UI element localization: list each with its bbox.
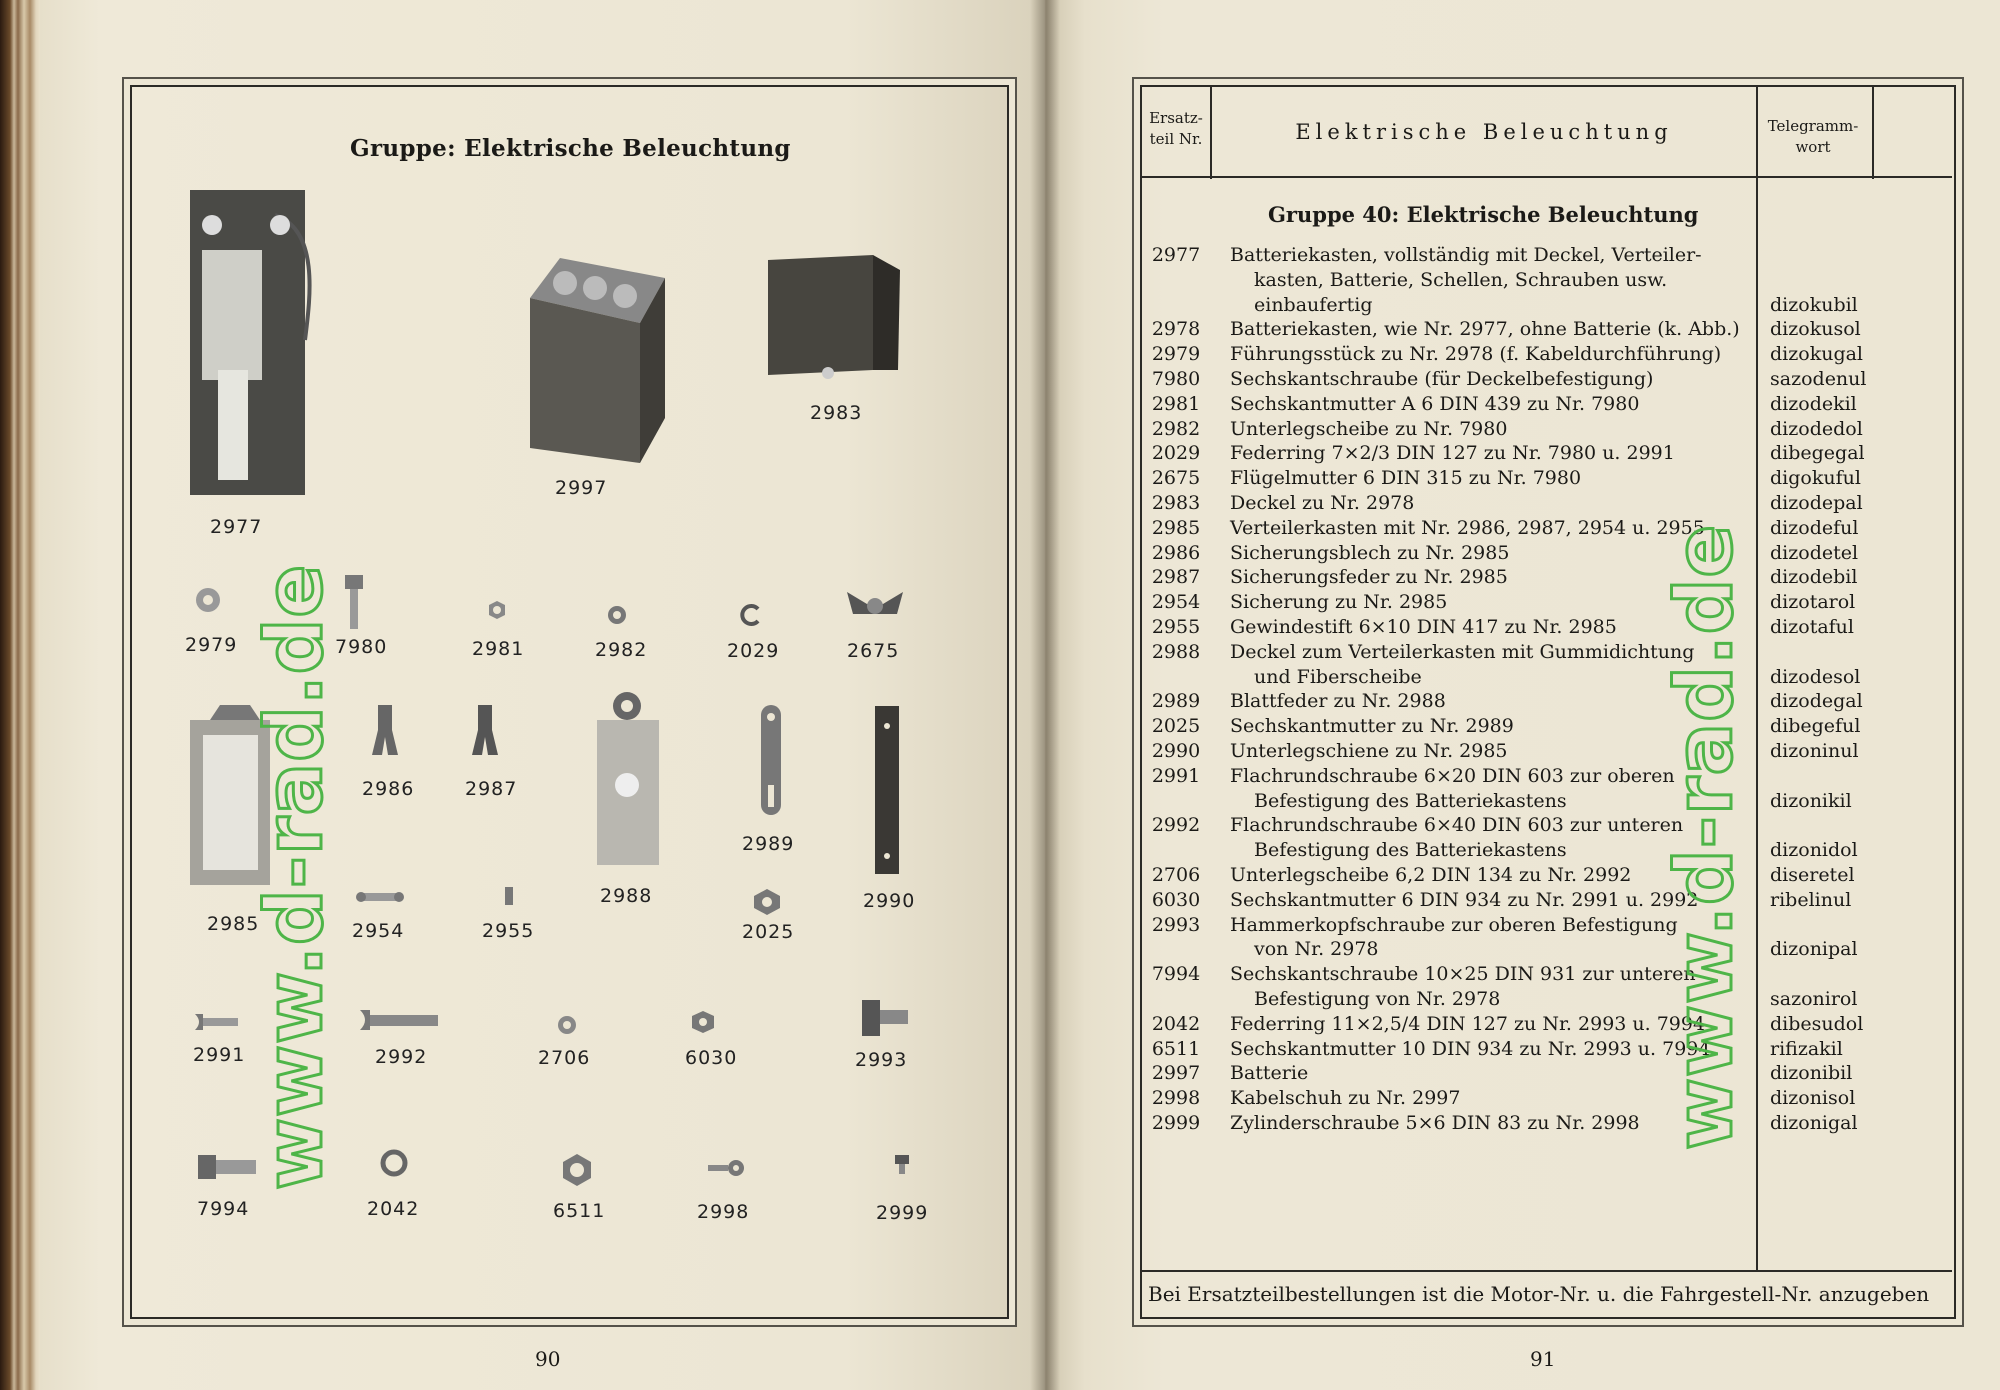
part-2999-image (893, 1155, 913, 1177)
telegram-word: dizonikil (1770, 789, 1852, 812)
part-number: 2986 (1151, 541, 1201, 564)
part-label: 2991 (193, 1044, 246, 1066)
part-6511-image (560, 1153, 594, 1187)
part-number: 2987 (1151, 566, 1201, 589)
part-description: Flachrundschraube 6×20 DIN 603 zur oberen (1230, 764, 1675, 787)
part-description: Kabelschuh zu Nr. 2997 (1230, 1087, 1461, 1110)
part-description: Sechskantmutter A 6 DIN 439 zu Nr. 7980 (1230, 392, 1640, 415)
part-number: 2029 (1151, 442, 1201, 465)
part-number: 7980 (1151, 368, 1201, 390)
part-2675-image (845, 588, 905, 622)
watermark-right: www.d-rad.de (1660, 523, 1750, 1150)
part-2991-image (195, 1012, 240, 1032)
page-number-right: 91 (1530, 1347, 1556, 1371)
part-label: 2988 (600, 885, 653, 907)
part-label: 7980 (335, 636, 388, 658)
part-7994-image (198, 1153, 258, 1181)
book-spine-edge (0, 0, 40, 1390)
part-2997-image (520, 258, 670, 468)
part-2025-image (752, 888, 782, 916)
part-description: Sechskantmutter 10 DIN 934 zu Nr. 2993 u. 7994 (1230, 1037, 1711, 1060)
part-2992-image (360, 1008, 440, 1034)
part-label: 2989 (742, 833, 795, 855)
part-2982-image (606, 604, 628, 626)
part-7980-image (340, 575, 370, 635)
part-label: 2979 (185, 634, 238, 656)
telegram-word: sazonirol (1770, 988, 1858, 1010)
part-number: 2042 (1151, 1012, 1201, 1035)
part-label: 2993 (855, 1049, 908, 1071)
part-description: Gewindestift 6×10 DIN 417 zu Nr. 2985 (1230, 616, 1617, 638)
telegram-word: dibesudol (1770, 1012, 1864, 1035)
telegram-word: dizotarol (1770, 591, 1856, 614)
part-label: 2029 (727, 640, 780, 662)
part-description: Hammerkopfschraube zur oberen Befestigung (1230, 913, 1678, 936)
part-label: 2997 (555, 477, 608, 499)
telegram-word: dizoninul (1770, 740, 1859, 762)
part-number: 2955 (1151, 616, 1201, 638)
column-divider (1872, 87, 1874, 179)
part-description: Flachrundschraube 6×40 DIN 603 zur unteren (1230, 814, 1684, 837)
part-description: Zylinderschraube 5×6 DIN 83 zu Nr. 2998 (1230, 1112, 1640, 1134)
part-2983-image (768, 255, 903, 385)
part-number: 2675 (1151, 467, 1201, 490)
part-number: 2991 (1151, 764, 1201, 787)
part-description: einbaufertig (1254, 293, 1373, 316)
part-label: 2982 (595, 639, 648, 661)
part-description: Unterlegscheibe zu Nr. 7980 (1230, 417, 1508, 440)
part-number: 2988 (1151, 640, 1201, 663)
part-2993-image (862, 1000, 912, 1038)
header-telegram-word-text: Telegramm- wort (1767, 117, 1859, 156)
part-description: Sechskantschraube 10×25 DIN 931 zur unteren (1230, 963, 1696, 986)
telegram-word: dizonibil (1770, 1062, 1853, 1085)
part-number: 2983 (1151, 492, 1201, 514)
telegram-word: dizokugal (1770, 343, 1864, 366)
telegram-word: dizonisol (1770, 1087, 1856, 1110)
part-description: Unterlegschiene zu Nr. 2985 (1230, 740, 1508, 762)
part-number: 2982 (1151, 417, 1201, 440)
part-2987-image (470, 705, 500, 760)
part-number: 2993 (1151, 913, 1201, 936)
telegram-word: diseretel (1770, 864, 1855, 886)
part-label: 2954 (352, 920, 405, 942)
part-description: Befestigung des Batteriekastens (1254, 839, 1567, 862)
part-description: Federring 11×2,5/4 DIN 127 zu Nr. 2993 u. 7994 (1230, 1012, 1706, 1035)
part-label: 2986 (362, 778, 415, 800)
telegram-word: dizokusol (1770, 318, 1861, 341)
part-number: 2954 (1151, 591, 1201, 614)
telegram-word: digokuful (1770, 467, 1861, 490)
part-description: Deckel zu Nr. 2978 (1230, 492, 1415, 514)
part-description: Batterie (1230, 1062, 1309, 1085)
part-description: Befestigung des Batteriekastens (1254, 789, 1567, 812)
telegram-word: dizokubil (1770, 293, 1858, 316)
part-number: 2978 (1151, 318, 1201, 341)
part-number: 2985 (1151, 516, 1201, 539)
telegram-word: dizonipal (1770, 938, 1858, 961)
part-description: Sechskantmutter 6 DIN 934 zu Nr. 2991 u. 2992 (1230, 888, 1699, 911)
part-label: 6030 (685, 1047, 738, 1069)
telegram-word: dizodegal (1770, 690, 1863, 713)
part-description: Sicherung zu Nr. 2985 (1230, 591, 1448, 614)
part-description: Batteriekasten, vollständig mit Deckel, Verteiler- (1230, 244, 1702, 266)
telegram-word: dibegegal (1770, 442, 1865, 465)
book-gutter (1030, 0, 1060, 1390)
order-notice (1142, 1270, 1952, 1316)
part-description: Deckel zum Verteilerkasten mit Gummidichtung (1230, 640, 1695, 663)
header-description: Elektrische Beleuchtung (1295, 120, 1673, 144)
part-2986-image (370, 705, 400, 760)
part-label: 2983 (810, 402, 863, 424)
part-label: 2981 (472, 638, 525, 660)
telegram-word: sazodenul (1770, 368, 1867, 390)
part-description: Flügelmutter 6 DIN 315 zu Nr. 7980 (1230, 467, 1582, 490)
telegram-word: ribelinul (1770, 888, 1852, 911)
part-label: 2042 (367, 1198, 420, 1220)
part-number: 2997 (1151, 1062, 1201, 1085)
part-label: 2977 (210, 516, 263, 538)
part-label: 7994 (197, 1198, 250, 1220)
part-description: Führungsstück zu Nr. 2978 (f. Kabeldurchführung) (1230, 343, 1722, 366)
part-description: Sicherungsblech zu Nr. 2985 (1230, 541, 1510, 564)
part-label: 2998 (697, 1201, 750, 1223)
telegram-word: dizodesol (1770, 665, 1861, 688)
header-part-number-text: Ersatz- teil Nr. (1149, 109, 1203, 148)
telegram-word: dizodetel (1770, 541, 1859, 564)
header-part-number (1142, 108, 1210, 150)
part-label: 2706 (538, 1047, 591, 1069)
part-description: und Fiberscheibe (1254, 665, 1422, 688)
part-number: 2025 (1151, 715, 1201, 738)
telegram-word: dizodedol (1770, 417, 1863, 440)
part-description: Befestigung von Nr. 2978 (1254, 988, 1501, 1010)
part-2977-image (190, 190, 340, 500)
part-label: 2992 (375, 1046, 428, 1068)
telegram-word: dizodebil (1770, 566, 1858, 589)
telegram-word: dizonidol (1770, 839, 1858, 862)
part-2954-image (355, 890, 405, 904)
part-number: 2977 (1151, 244, 1201, 266)
part-2988-image (595, 690, 670, 870)
part-description: Batteriekasten, wie Nr. 2977, ohne Batterie (k. Abb.) (1230, 318, 1740, 341)
part-2981-image (487, 600, 507, 620)
part-label: 2999 (876, 1202, 929, 1224)
left-page-title: Gruppe: Elektrische Beleuchtung (350, 135, 791, 162)
part-2955-image (502, 887, 516, 907)
part-2706-image (556, 1014, 578, 1036)
part-number: 2706 (1151, 864, 1201, 886)
part-description: kasten, Batterie, Schellen, Schrauben usw. (1254, 268, 1668, 291)
part-label: 2990 (863, 890, 916, 912)
part-number: 2998 (1151, 1087, 1201, 1110)
part-label: 2985 (207, 913, 260, 935)
part-2029-image (740, 603, 764, 627)
page-number-left: 90 (535, 1347, 561, 1371)
part-2990-image (873, 706, 903, 876)
part-label: 6511 (553, 1200, 606, 1222)
part-6030-image (690, 1010, 716, 1034)
telegram-word: dibegeful (1770, 715, 1861, 738)
part-label: 2025 (742, 921, 795, 943)
section-title: Gruppe 40: Elektrische Beleuchtung (1268, 202, 1699, 227)
header-telegram-word (1758, 116, 1868, 158)
part-number: 2979 (1151, 343, 1201, 366)
part-description: Sechskantschraube (für Deckelbefestigung) (1230, 368, 1654, 390)
part-description: Federring 7×2/3 DIN 127 zu Nr. 7980 u. 2991 (1230, 442, 1675, 465)
part-number: 6030 (1151, 888, 1201, 911)
telegram-word: dizodeful (1770, 516, 1859, 539)
part-label: 2955 (482, 920, 535, 942)
telegram-word: dizodekil (1770, 392, 1857, 415)
watermark-left: www.d-rad.de (250, 563, 340, 1190)
part-description: von Nr. 2978 (1254, 938, 1379, 961)
part-number: 2981 (1151, 392, 1201, 415)
part-description: Sechskantmutter zu Nr. 2989 (1230, 715, 1514, 738)
telegram-word: dizodepal (1770, 492, 1863, 514)
part-description: Unterlegscheibe 6,2 DIN 134 zu Nr. 2992 (1230, 864, 1632, 886)
part-2979-image (193, 585, 223, 615)
part-2042-image (379, 1148, 409, 1178)
part-description: Verteilerkasten mit Nr. 2986, 2987, 2954 u. 2955 (1230, 516, 1705, 539)
part-number: 6511 (1151, 1037, 1201, 1060)
part-number: 2990 (1151, 740, 1201, 762)
part-label: 2987 (465, 778, 518, 800)
telegram-word: rifizakil (1770, 1037, 1843, 1060)
part-number: 2989 (1151, 690, 1201, 713)
part-2989-image (757, 705, 787, 820)
telegram-word: dizotaful (1770, 616, 1854, 638)
part-label: 2675 (847, 640, 900, 662)
part-description: Blattfeder zu Nr. 2988 (1230, 690, 1446, 713)
part-number: 7994 (1151, 963, 1201, 986)
part-2998-image (708, 1158, 748, 1178)
order-notice-text: Bei Ersatzteilbestellungen ist die Motor-Nr. u. die Fahrgestell-Nr. anzugeben (1148, 1282, 1930, 1306)
telegram-word: dizonigal (1770, 1112, 1858, 1134)
part-number: 2992 (1151, 814, 1201, 837)
part-number: 2999 (1151, 1112, 1201, 1134)
part-description: Sicherungsfeder zu Nr. 2985 (1230, 566, 1508, 589)
